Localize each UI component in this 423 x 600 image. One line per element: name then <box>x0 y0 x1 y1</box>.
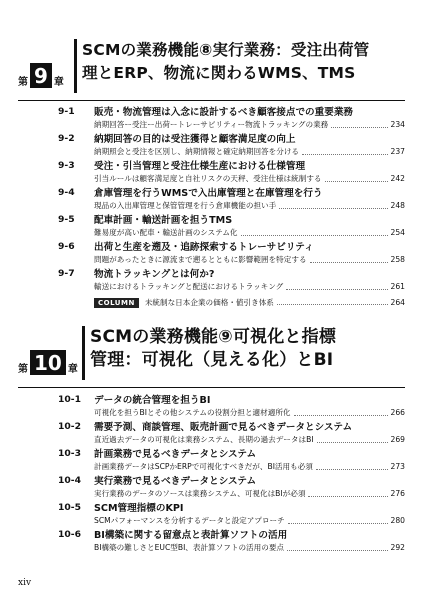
footer-page-number: xiv <box>18 578 32 588</box>
leader-dots <box>310 262 388 263</box>
toc-entry[interactable] <box>58 106 405 130</box>
chapter-divider-bar <box>74 39 77 93</box>
section-number: 10-3 <box>58 448 81 459</box>
section-title: 受注・引当管理と受注仕様生産における仕様管理 <box>94 161 306 172</box>
section-number: 9-4 <box>58 187 75 198</box>
page-number: 269 <box>390 435 405 444</box>
page-number: 266 <box>390 408 405 417</box>
section-number: 10-2 <box>58 421 81 432</box>
leader-dots <box>277 304 388 305</box>
chapter-title <box>82 39 369 85</box>
section-number: 10-1 <box>58 394 81 405</box>
chapter-divider-bar <box>82 326 85 380</box>
section-number: 9-5 <box>58 214 75 225</box>
toc-entry[interactable] <box>58 421 405 445</box>
chapter-suffix: 章 <box>67 364 78 375</box>
chapter-title-line2: 理とERP、物流に関わるWMS、TMS <box>82 64 356 82</box>
toc-entry[interactable] <box>58 268 405 292</box>
leader-dots <box>317 442 388 443</box>
section-subtitle-row <box>94 488 405 500</box>
section-subtitle-row <box>94 173 405 185</box>
chapter-title <box>90 326 336 372</box>
section-subtitle: 輸送におけるトラッキングと配送におけるトラッキング <box>94 282 284 291</box>
chapter-title-line1: SCMの業務機能⑨可視化と指標 <box>90 327 337 347</box>
toc-entry[interactable] <box>58 187 405 211</box>
leader-dots <box>316 469 388 470</box>
section-subtitle: 可視化を担うBIとその他システムの役割分担と適材適所化 <box>94 408 291 417</box>
section-title: 需要予測、商談管理、販売計画で見るべきデータとシステム <box>94 422 353 433</box>
leader-dots <box>288 523 388 524</box>
toc-entry[interactable] <box>58 448 405 472</box>
page-number: 273 <box>390 462 405 471</box>
toc-entry[interactable] <box>58 160 405 184</box>
section-title: BI構築に関する留意点と表計算ソフトの活用 <box>94 530 288 541</box>
chapter-number: 10 <box>30 350 66 375</box>
section-subtitle: BI構築の難しさとEUC型BI、表計算ソフトの活用の要点 <box>94 543 285 552</box>
toc-entry[interactable] <box>58 394 405 418</box>
chapter-9-label <box>18 63 64 88</box>
chapter-number: 9 <box>30 63 52 88</box>
section-number: 9-3 <box>58 160 75 171</box>
section-number: 9-1 <box>58 106 75 117</box>
page-number: 292 <box>390 543 405 552</box>
section-subtitle-row <box>94 254 405 266</box>
section-subtitle: 直近過去データの可視化は業務システム、長期の過去データはBI <box>94 435 314 444</box>
leader-dots <box>325 181 388 182</box>
chapter-rule <box>18 387 405 388</box>
chapter-title-line1: SCMの業務機能⑧実行業務：受注出荷管 <box>82 41 370 59</box>
section-number: 10-5 <box>58 502 81 513</box>
section-subtitle-row <box>94 200 405 212</box>
toc-entry[interactable] <box>58 475 405 499</box>
page-number: 280 <box>390 516 405 525</box>
column-tag: COLUMN <box>94 298 139 308</box>
section-title: 販売・物流管理は入念に設計するべき顧客接点での重要業務 <box>94 107 354 118</box>
leader-dots <box>308 496 387 497</box>
chapter-9-sections <box>58 106 405 308</box>
section-subtitle: 引当ルールは顧客満足度と自社リスクの天秤、受注仕様は統制する <box>94 174 322 183</box>
toc-entry[interactable] <box>58 502 405 526</box>
section-title: 実行業務で見るべきデータとシステム <box>94 476 257 487</box>
section-number: 10-6 <box>58 529 81 540</box>
section-subtitle-row <box>94 146 405 158</box>
chapter-suffix: 章 <box>53 77 64 88</box>
toc-entry[interactable] <box>58 133 405 157</box>
toc-entry[interactable] <box>58 241 405 265</box>
section-title: 計画業務で見るべきデータとシステム <box>94 449 257 460</box>
chapter-prefix: 第 <box>18 364 28 375</box>
page-number: 237 <box>390 147 405 156</box>
section-number: 9-6 <box>58 241 75 252</box>
chapter-rule <box>18 100 405 101</box>
leader-dots <box>287 550 387 551</box>
chapter-title-line2: 管理：可視化（見える化）とBI <box>90 350 334 370</box>
section-subtitle-row <box>94 119 405 131</box>
section-title: 物流トラッキングとは何か? <box>94 269 215 280</box>
section-subtitle: SCMパフォーマンスを分析するデータと設定アプローチ <box>94 516 285 525</box>
page-number: 264 <box>390 298 405 307</box>
section-subtitle: 難易度が高い配車・輸送計画のシステム化 <box>94 228 238 237</box>
chapter-10-header <box>18 320 405 388</box>
section-title: データの統合管理を担うBI <box>94 395 211 406</box>
leader-dots <box>286 289 387 290</box>
section-subtitle: 現品の入出庫管理と保管管理を行う倉庫機能の担い手 <box>94 201 277 210</box>
leader-dots <box>331 127 387 128</box>
page-number: 254 <box>390 228 405 237</box>
chapter-10-sections <box>58 394 405 553</box>
page-number: 242 <box>390 174 405 183</box>
section-subtitle: 納期回答ー受注ー出荷ートレーサビリティー物流トラッキングの業務 <box>94 120 329 129</box>
section-subtitle-row <box>94 281 405 293</box>
section-number: 9-7 <box>58 268 75 279</box>
section-title: 納期回答の目的は受注獲得と顧客満足度の向上 <box>94 134 296 145</box>
section-subtitle: 納期照会と受注を区別し、納期情報と確定納期回答を分ける <box>94 147 300 156</box>
section-subtitle-row <box>94 542 405 554</box>
chapter-10-label <box>18 350 78 375</box>
section-number: 9-2 <box>58 133 75 144</box>
section-number: 10-4 <box>58 475 81 486</box>
section-subtitle-row <box>94 227 405 239</box>
chapter-9-header <box>18 33 405 101</box>
leader-dots <box>241 235 388 236</box>
section-subtitle: 実行業務のデータのソースは業務システム、可視化はBIが必須 <box>94 489 306 498</box>
section-title: 配車計画・輸送計画を担うTMS <box>94 215 233 226</box>
section-subtitle-row <box>94 407 405 419</box>
section-title: 出荷と生産を遡及・追跡探索するトレーサビリティ <box>94 242 314 253</box>
leader-dots <box>279 208 387 209</box>
leader-dots <box>302 154 387 155</box>
column-title: 未統制な日本企業の価格・値引き体系 <box>144 298 274 307</box>
toc-entry[interactable] <box>58 214 405 238</box>
page-number: 276 <box>390 489 405 498</box>
column-entry[interactable] <box>94 297 405 308</box>
page-number: 261 <box>390 282 405 291</box>
toc-entry[interactable] <box>58 529 405 553</box>
page-number: 248 <box>390 201 405 210</box>
leader-dots <box>294 415 388 416</box>
section-subtitle-row <box>94 461 405 473</box>
section-subtitle-row <box>94 515 405 527</box>
section-title: 倉庫管理を行うWMSで入出庫管理と在庫管理を行う <box>94 188 323 199</box>
page-number: 234 <box>390 120 405 129</box>
chapter-prefix: 第 <box>18 77 28 88</box>
section-subtitle-row <box>94 434 405 446</box>
section-subtitle: 計画業務データはSCPかERPで可視化すべきだが、BI活用も必須 <box>94 462 313 471</box>
section-title: SCM管理指標のKPI <box>94 503 184 514</box>
section-subtitle: 問題があったときに源流まで遡るとともに影響範囲を特定する <box>94 255 307 264</box>
page-number: 258 <box>390 255 405 264</box>
